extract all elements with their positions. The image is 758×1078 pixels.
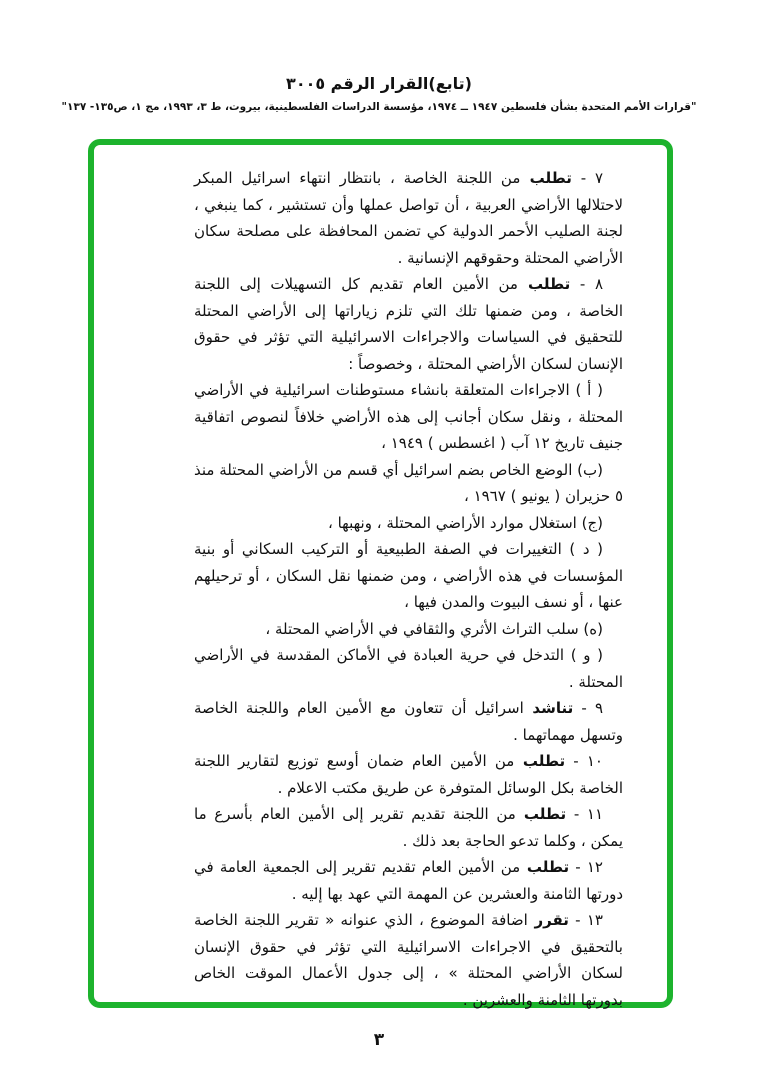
paragraph-keyword: تطلب	[520, 858, 570, 876]
paragraph-prefix: ١١ -	[566, 805, 604, 823]
paragraph-keyword: تطلب	[520, 169, 572, 187]
document-footer	[0, 1030, 758, 1050]
paragraph-prefix: ( د )	[561, 540, 603, 558]
paragraph: (ج) استغلال موارد الأراضي المحتلة ، ونهبها ،	[327, 513, 603, 532]
paragraph: ١٢ - تطلب من الأمين العام تقديم تقرير إلى الجمعية العامة في دورتها الثامنة والعشرين عن المهمة التي عهد بها إليه .	[194, 858, 623, 903]
page-title: (تابع)القرار الرقم ٣٠٠٥	[286, 74, 472, 93]
paragraph: ١٠ - تطلب من الأمين العام ضمان أوسع توزيع لتقارير اللجنة الخاصة بكل الوسائل المتوفرة عن طريق مكتب الاعلام .	[194, 752, 623, 797]
paragraph-prefix: ( و )	[564, 646, 603, 664]
paragraph-prefix: ٨ -	[570, 275, 604, 293]
paragraph-prefix: ١٠ -	[565, 752, 603, 770]
paragraph-prefix: ٩ -	[573, 699, 604, 717]
paragraph: ٩ - تناشد اسرائيل أن تتعاون مع الأمين العام واللجنة الخاصة وتسهل مهماتهما .	[194, 699, 623, 744]
paragraph: (ب) الوضع الخاص بضم اسرائيل أي قسم من الأراضي المحتلة منذ ٥ حزيران ( يونيو ) ١٩٦٧ ،	[194, 460, 623, 505]
paragraph: ٨ - تطلب من الأمين العام تقديم كل التسهيلات إلى اللجنة الخاصة ، ومن ضمنها تلك التي تلزم زياراتها إلى الأراضي المحتلة للتحقيق في السياسات والاجراءات الاسرائيلية التي تؤثر في حقوق الإنسان لسكان الأراضي المحتلة ، وخصوصاً :	[194, 275, 623, 373]
paragraph-prefix: ١٣ -	[568, 911, 603, 929]
paragraph-keyword: تناشد	[523, 699, 574, 717]
paragraph-prefix: (ه)	[578, 619, 603, 638]
paragraph: ٧ - تطلب من اللجنة الخاصة ، بانتظار انتهاء اسرائيل المبكر لاحتلالها الأراضي العربية ، أن تواصل عملها وأن تستشير ، كما ينبغي ، لجنة الصليب الأحمر الدولية كي تضمن المحافظة على مصلحة سكان الأراضي المحتلة وحقوقهم الإنسانية .	[194, 169, 623, 267]
resolution-text	[194, 165, 623, 1013]
source-citation: "قرارات الأمم المتحدة بشأن فلسطين ١٩٤٧ ــ ١٩٧٤، مؤسسة الدراسات الفلسطينية، بيروت، ط ٣، ١٩٩٣، مج ١، ص١٣٥- ١٣٧"	[61, 101, 697, 113]
paragraph: (ه) سلب التراث الأثري والثقافي في الأراضي المحتلة ،	[265, 619, 603, 638]
paragraph: ( د ) التغييرات في الصفة الطبيعية أو التركيب السكاني أو بنية المؤسسات في هذه الأراضي ، ومن ضمنها نقل السكان ، أو ترحيلهم عنها ، أو نسف البيوت والمدن فيها ،	[194, 540, 623, 611]
paragraph-prefix: (ب)	[572, 460, 604, 479]
paragraph: ١٣ - تقرر اضافة الموضوع ، الذي عنوانه « تقرير اللجنة الخاصة بالتحقيق في الاجراءات الاسرائيلية التي تؤثر في حقوق الإنسان لسكان الأراضي المحتلة » ، إلى جدول الأعمال الموقت الخاص بدورتها الثامنة والعشرين .	[194, 911, 623, 1009]
page-number: ٣	[373, 1030, 385, 1050]
paragraph-prefix: ( أ )	[569, 381, 603, 399]
paragraph-keyword: تطلب	[514, 752, 566, 770]
paragraph-prefix: ١٢ -	[569, 858, 603, 876]
paragraph: ١١ - تطلب من اللجنة تقديم تقرير إلى الأمين العام بأسرع ما يمكن ، وكلما تدعو الحاجة بعد ذلك .	[194, 805, 623, 850]
paragraph-prefix: ٧ -	[571, 169, 603, 187]
document-header	[0, 74, 758, 113]
paragraph-keyword: تطلب	[517, 275, 571, 293]
paragraph-prefix: (ج)	[576, 513, 603, 532]
paragraph: ( و ) التدخل في حرية العبادة في الأماكن المقدسة في الأراضي المحتلة .	[194, 646, 623, 691]
paragraph-keyword: تطلب	[515, 805, 567, 823]
paragraph: ( أ ) الاجراءات المتعلقة بانشاء مستوطنات اسرائيلية في الأراضي المحتلة ، ونقل سكان أجانب إلى هذه الأراضي خلافاً لنصوص اتفاقية جنيف تاريخ ١٢ آب ( اغسطس ) ١٩٤٩ ،	[194, 381, 623, 452]
content-frame	[88, 139, 673, 1008]
paragraph-keyword: تقرر	[527, 911, 569, 929]
